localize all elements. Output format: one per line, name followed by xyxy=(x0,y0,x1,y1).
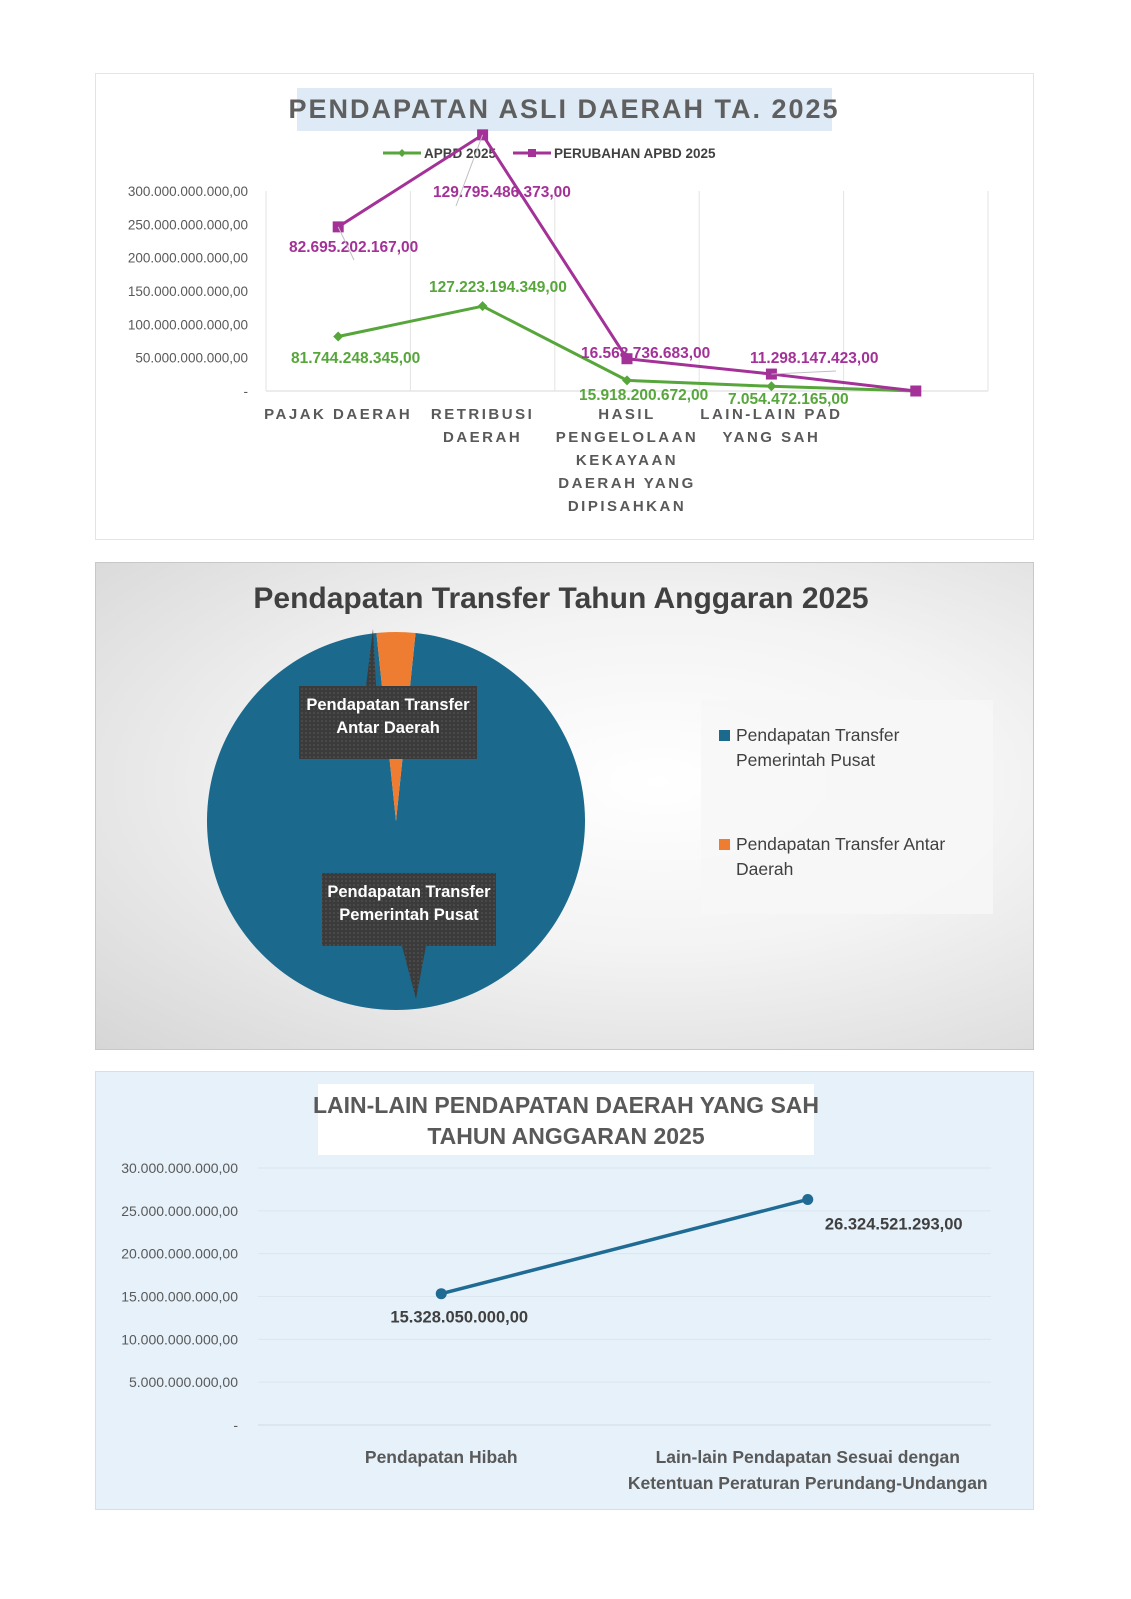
data-label: 26.324.521.293,00 xyxy=(824,1215,963,1234)
callout-label: Pemerintah Pusat xyxy=(339,906,479,924)
data-label: 7.054.472.165,00 xyxy=(728,391,849,408)
data-point xyxy=(436,1288,447,1299)
data-label: 16.568.736.683,00 xyxy=(581,345,711,362)
legend-label: Daerah xyxy=(736,859,794,879)
x-tick-label: DAERAH xyxy=(443,429,523,446)
legend-label: PERUBAHAN APBD 2025 xyxy=(554,146,716,161)
data-point xyxy=(477,129,488,140)
legend-swatch xyxy=(719,839,730,850)
data-point xyxy=(802,1194,813,1205)
data-label: 127.223.194.349,00 xyxy=(429,279,567,296)
data-label: 11.298.147.423,00 xyxy=(750,350,879,367)
pad-chart-panel xyxy=(95,73,1034,540)
data-label: 129.795.486.373,00 xyxy=(433,184,571,201)
y-tick-label: 150.000.000.000,00 xyxy=(127,284,248,299)
x-tick-label: YANG SAH xyxy=(722,429,821,446)
y-tick-label: 250.000.000.000,00 xyxy=(127,217,248,233)
y-tick-label: 30.000.000.000,00 xyxy=(121,1160,238,1176)
data-point xyxy=(333,332,343,342)
x-tick-label: PAJAK DAERAH xyxy=(264,406,413,423)
series-line xyxy=(441,1199,808,1293)
callout-label: Pendapatan Transfer xyxy=(306,696,470,714)
pad-chart-title: PENDAPATAN ASLI DAERAH TA. 2025 xyxy=(288,94,840,124)
x-tick-label: PENGELOLAAN xyxy=(555,429,699,446)
pad-line-chart xyxy=(96,74,1033,539)
x-tick-label: KEKAYAAN xyxy=(575,452,679,469)
y-tick-label: 200.000.000.000,00 xyxy=(127,250,248,266)
y-tick-label: 20.000.000.000,00 xyxy=(121,1245,238,1262)
data-label: 15.918.200.672,00 xyxy=(579,387,709,404)
x-tick-label: RETRIBUSI xyxy=(430,406,535,423)
x-tick-label: Lain-lain Pendapatan Sesuai dengan xyxy=(655,1447,960,1467)
data-point xyxy=(910,386,921,397)
data-point xyxy=(766,381,776,391)
transfer-chart-title: Pendapatan Transfer Tahun Anggaran 2025 xyxy=(253,582,869,615)
y-tick-label: 15.000.000.000,00 xyxy=(121,1288,238,1305)
data-point xyxy=(478,301,488,311)
y-tick-label: 10.000.000.000,00 xyxy=(121,1331,238,1348)
transfer-chart-panel xyxy=(95,562,1034,1050)
lain-lain-title-line-1: LAIN-LAIN PENDAPATAN DAERAH YANG SAH xyxy=(312,1092,820,1118)
callout-label: Pendapatan Transfer xyxy=(327,883,491,901)
legend-label: APBD 2025 xyxy=(424,146,497,161)
y-tick-label: 25.000.000.000,00 xyxy=(121,1202,238,1219)
y-tick-label: - xyxy=(243,384,248,399)
legend-label: Pemerintah Pusat xyxy=(736,750,876,770)
y-tick-label: 5.000.000.000,00 xyxy=(129,1374,238,1391)
legend-marker xyxy=(528,149,536,157)
y-tick-label: 300.000.000.000,00 xyxy=(127,184,248,199)
legend-label: Pendapatan Transfer xyxy=(736,725,900,745)
x-tick-label: HASIL xyxy=(598,406,656,423)
transfer-pie-chart xyxy=(96,563,1033,1049)
y-tick-label: 100.000.000.000,00 xyxy=(127,317,248,333)
data-point xyxy=(622,375,632,385)
data-label: 82.695.202.167,00 xyxy=(289,239,419,256)
data-label: 15.328.050.000,00 xyxy=(390,1308,529,1327)
x-tick-label: Pendapatan Hibah xyxy=(364,1447,518,1467)
lain-lain-chart-panel xyxy=(95,1071,1034,1510)
legend-swatch xyxy=(719,730,730,741)
y-tick-label: - xyxy=(233,1417,238,1433)
label-leader-line xyxy=(771,371,836,374)
legend-marker xyxy=(398,149,406,157)
callout-label: Antar Daerah xyxy=(336,719,440,737)
x-tick-label: Ketentuan Peraturan Perundang-Undangan xyxy=(627,1473,988,1493)
x-tick-label: DAERAH YANG xyxy=(558,475,696,492)
lain-lain-title-line-2: TAHUN ANGGARAN 2025 xyxy=(427,1123,705,1149)
lain-lain-line-chart xyxy=(96,1072,1033,1509)
y-tick-label: 50.000.000.000,00 xyxy=(135,350,248,366)
x-tick-label: LAIN-LAIN PAD xyxy=(700,406,843,423)
x-tick-label: DIPISAHKAN xyxy=(567,498,687,515)
data-label: 81.744.248.345,00 xyxy=(291,350,421,367)
legend-label: Pendapatan Transfer Antar xyxy=(736,834,946,854)
